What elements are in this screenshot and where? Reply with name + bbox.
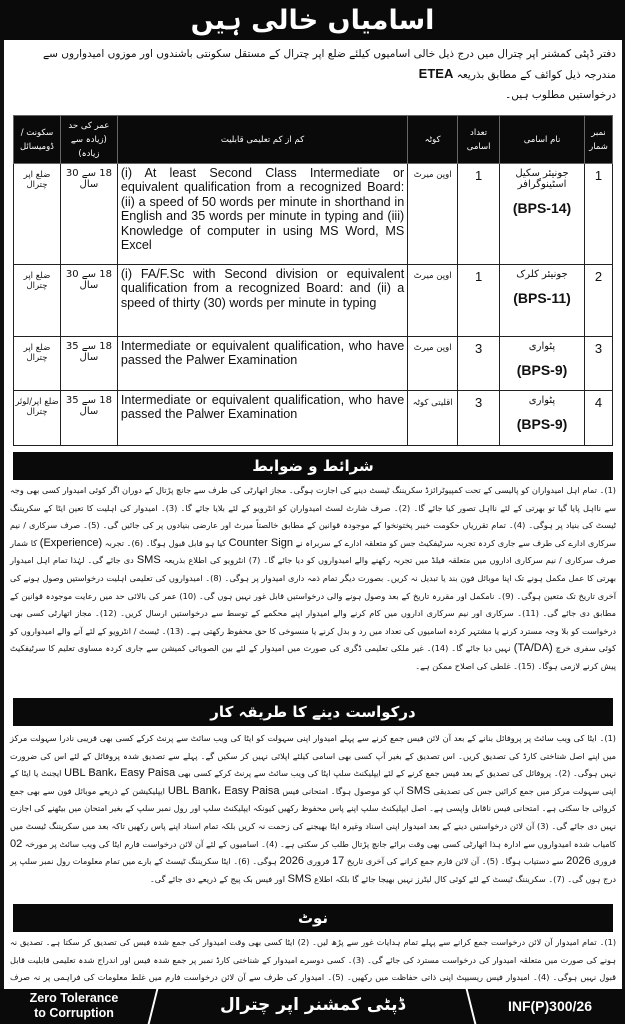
procedure-text-b: ایجنٹ یا ایٹا کے اپنی سہولت مرکز میں جمع کرائیں جس کی تصدیقی [10,768,616,796]
footer-slogan [14,991,134,1021]
slogan-line-2: to Corruption [34,1006,114,1020]
table-row [14,265,613,337]
note-heading: نوٹ [297,909,329,927]
header-domicile: سکونت / ڈومیسائل [14,116,61,164]
intro-etea: ETEA [418,66,454,81]
procedure-text-c: آپ کو موصول ہوگا۔ امتحانی فیس [282,785,404,796]
procedure-date-2: 17 [331,855,345,868]
procedure-heading: درکواست دینے کا طریقہ کار [210,703,416,721]
footer-reference-number: INF(P)300/26 [507,998,593,1014]
cell-quota: اوپن میرٹ [408,265,458,337]
cell-qualification: Intermediate or equivalent qualification, who have passed the Palwer Examination [117,391,407,446]
cell-qualification: Intermediate or equivalent qualification, who have passed the Palwer Examination [117,337,407,391]
cell-sno: 4 [584,391,612,446]
terms-text-c: کا شمار صرف سرکاری / نیم سرکاری اداروں میں متعلقہ فیلڈ میں تجربہ رکھنے والے امیدواروں کو دیا جائے گا۔ (7) انٹرویو کی اطلاع بذریعہ [10,537,616,566]
table-row [14,391,613,446]
procedure-heading-bar [13,698,613,726]
cell-qualification: (i) FA/F.Sc with Second division or equivalent qualification from a recognized Board: and (ii) a speed of thirty (30) words per minute in typing [117,265,407,337]
footer-office: ڈپٹی کمشنر اپر چترال [219,995,406,1015]
cell-name [500,164,585,265]
header-posts: تعداد اسامی [458,116,500,164]
cell-posts: 1 [458,164,500,265]
procedure-paragraph [10,730,616,888]
cell-age: 18 سے 35 سال [60,337,117,391]
intro-paragraph [10,44,616,105]
post-name: پٹواری [528,341,556,352]
terms-counter-sign: Counter Sign [228,536,293,549]
procedure-bank-2: UBL Bank، Easy Paisa [167,784,280,797]
cell-age: 18 سے 30 سال [60,164,117,265]
cell-age: 18 سے 30 سال [60,265,117,337]
terms-text-b: کیا ہو قابل قبول ہوگا۔ (6)۔ تجربہ [104,537,226,548]
header-qualification: کم از کم تعلیمی قابلیت [117,116,407,164]
procedure-date-1: 02 [10,837,23,850]
table-row [14,164,613,265]
cell-sno: 1 [584,164,612,265]
procedure-text-e: فروری [593,856,616,867]
terms-tada: (TA/DA) [513,642,553,655]
header-name: نام اسامی [500,116,585,164]
post-bps: (BPS-14) [512,200,572,216]
cell-sno: 2 [584,265,612,337]
post-bps: (BPS-9) [516,416,568,432]
procedure-year-1: 2026 [566,855,591,868]
cell-name [500,265,585,337]
procedure-sms-2: SMS [287,872,312,885]
vacancies-table [13,115,613,446]
procedure-year-2: 2026 [279,855,305,868]
post-name: پٹواری [528,395,556,406]
post-bps: (BPS-9) [516,362,568,378]
cell-quota: اقلیتی کوٹہ [408,391,458,446]
footer-divider-right [466,989,477,1024]
cell-quota: اوپن میرٹ [408,164,458,265]
cell-posts: 3 [458,337,500,391]
terms-text-d: دی جائے گی۔ لہٰذا تمام اہل امیدوار بھرتی کا عمل مکمل ہونے تک اپنا موبائل فون بند یا تبدیل نہ کریں۔ بصورت دیگر تمام ذمہ داری امیدوار پر ہوگی۔ (8)۔ امیدواروں کی تعلیمی اہلیت درخواستیں وصول ہونے کی آخری تاریخ تک متعین ہوگی۔ (9)۔ نامکمل اور مقررہ تاریخ کے بعد وصول ہونے والی درخواستیں قابل غور نہیں ہوں گی۔ (10) عمر کی بالائی حد میں رعایت موجودہ قوانین کے مطابق دی جائے گی۔ (11)۔ سرکاری اور نیم سرکاری اداروں میں کام کرنے والے امیدوار اپنے محکمے کے توسط سے درخواستیں ارسال کریں۔ (12)۔ مجاز اتھارٹی کسی بھی درخواست کو بلا وجہ مسترد کرنے یا مشتہر کردہ اسامیوں کی تعداد میں رد و بدل کرنے یا منسوخی کا حق محفوظ رکھتی ہے۔ (13)۔ ٹیسٹ / انٹرویو کے لئے آنے والے امیدواروں کو کوئی سفری خرچ [10,555,617,654]
cell-quota: اوپن میرٹ [408,337,458,391]
procedure-sms-1: SMS [406,784,431,797]
procedure-text-h: ہوگی۔ (6)۔ ایٹا سکریننگ ٹیسٹ کے بارے میں تمام معلومات رول نمبر سلپ پر درج ہوں گی۔ (7)۔ سکریننگ ٹیسٹ کے لئے کوئی کال لیٹرز نہیں بھیجا جائے گا بلکہ اطلاع [10,856,616,884]
note-text: (1)۔ تمام امیدوار آن لائن درخواست جمع کرانے سے پہلے تمام ہدایات غور سے پڑھ لیں۔ (2) ایٹا کسی بھی وقت امیدوار کی جمع شدہ فیس کی تصدیق کر سکتا ہے۔ تصدیق نہ ہونے کی صورت میں متعلقہ امیدوار کی درخواست مسترد کی جائے گی۔ (3)۔ کسی دوسرے امیدوار کے شناختی کارڈ نمبر پر جمع شدہ فیس اور اندراج شدہ تعلیمی قابلیت قابل قبول نہیں ہوگی۔ (4)۔ امیدوار فیس ریسیپٹ اپنی ذاتی حفاظت میں رکھیں۔ (5)۔ امیدوار کی طرف سے آن لائن درخواست فارم میں غلط معلومات کی فراہمی پر نہ صرف [10,937,617,983]
header-age: عمر کی حد (زیادہ سے زیادہ) [60,116,117,164]
cell-domicile: ضلع اپر چترال [14,337,61,391]
header-sno: نمبر شمار [584,116,612,164]
procedure-text-a: (1)۔ ایٹا کی ویب سائٹ پر پروفائل بنانے کے بعد آن لائن فیس جمع کرنے سے پہلے امیدوار اپنی سہولت کو ایٹا کی ویب سائٹ سے پرنٹ کرکے کسی بھی قریبی نادرا سہولت مرکز میں اپنے اصل شناختی کارڈ کی تصدیق کریں۔ اس تصدیق کے بغیر آپ کسی بھی اسامی کیلئے اپلائی نہیں کر سکیں گے۔ پہلے سے تصدیق شدہ پروفائل کے لئے اس کی ضرورت نہیں ہوگی۔ (2)۔ پروفائل کی تصدیق کے بعد فیس جمع کرنے کے لئے ایپلیکنٹ سلپ ایٹا کی ویب سائٹ سے پرنٹ کرکے کسی بھی [10,733,616,779]
procedure-text-g: فروری [306,856,330,867]
post-name: جونیئر کلرک [516,269,568,280]
table-row [14,337,613,391]
terms-text-e: نہیں دیا جائے گا۔ (14)۔ غیر ملکی تعلیمی ڈگری کی صورت میں امیدوار کے لئے بین الصوبائی کمیشن سے جاری کردہ مساوی تعلیم کا سرٹیفکیٹ پیش کرنے لازمی ہوگا۔ (15)۔ غلطی کی اصلاح ممکن ہے۔ [10,643,616,671]
terms-paragraph [10,482,616,676]
cell-domicile: ضلع اپر چترال [14,164,61,265]
post-name: جونیئر سکیل اسٹینوگرافر [515,168,569,190]
terms-experience: (Experience) [39,536,103,549]
table-header-row [14,116,613,164]
note-heading-bar [13,904,613,932]
cell-sno: 3 [584,337,612,391]
terms-sms: SMS [136,554,161,567]
procedure-bank-1: UBL Bank، Easy Paisa [64,767,176,780]
cell-name [500,391,585,446]
cell-posts: 1 [458,265,500,337]
cell-name [500,337,585,391]
title-banner [0,0,625,40]
terms-heading-bar [13,452,613,480]
cell-age: 18 سے 35 سال [60,391,117,446]
cell-posts: 3 [458,391,500,446]
page-title: اسامیاں خالی ہیں [190,4,435,36]
terms-heading: شرائط و ضوابط [252,457,374,475]
intro-text-2: درخواستیں مطلوب ہیں۔ [505,89,616,101]
cell-qualification: (i) At least Second Class Intermediate or equivalent qualification from a recognized Board: (ii) a speed of 50 words per minute in shorthand in English and 35 words per minute in typing and (iii) Knowledge of computer in using MS Word, MS Excel [117,164,407,265]
procedure-text-d: ایپلیکیشن کے ذریعے موبائل فون سے بھی جمع کروائی جا سکتی ہے۔ امتحانی فیس ناقابل واپسی ہے۔ اصل ایپلیکنٹ سلپ اپنے پاس محفوظ رکھیں کیونکہ ایپلیکنٹ سلپ اور رول نمبر سلپ کے بغیر امتحان میں بیٹھنے کی اجازت نہیں دی جائے گی۔ (3) آن لائن درخواستیں دینے کے بعد امیدوار اپنی اسناد وغیرہ ایٹا بھیجنے کی زحمت نہ کریں بلکہ تمام اسناد اپنے پاس رکھیں تاکہ بعد میں سکریننگ ٹیسٹ میں کامیاب شدہ امیدواروں سے ادارہ ہذا اتھارٹی کسی بھی وقت برائے جانچ پڑتال طلب کر سکتی ہے۔ (4)۔ اسامیوں کے لئے آن لائن درخواست فارم ایٹا کی ویب سائٹ پر مورخہ [10,785,617,849]
cell-domicile: ضلع اپر چترال [14,265,61,337]
intro-text: دفتر ڈپٹی کمشنر اپر چترال میں درج ذیل خالی اسامیوں کیلئے ضلع اپر چترال کے مستقل سکونتی باشندوں اور موزوں امیدواروں سے مندرجہ ذیل کوائف کے مطابق بذریعہ [42,48,616,81]
terms-text-a: (1)۔ تمام اہل امیدواران کو پالیسی کے تحت کمپیوٹرائزڈ سکریننگ ٹیسٹ دینے کی اجازت ہوگی۔ مجاز اتھارٹی کی طرف سے جانچ پڑتال کے دوران اگر کوئی امیدوار کسی بھی وجہ سے نااہل پایا گیا تو بھرتی کے لئے نااہل تصور کیا جائے گا۔ (2)۔ صرف شارٹ لسٹ امیدواران کو انٹرویو کے لئے بلایا جائے گا۔ (3)۔ امیدوار کی اہلیت کا تعین ایٹا کے سکریننگ ٹیسٹ کی بنیاد پر ہوگی۔ (4)۔ تمام تقرریاں حکومت خیبر پختونخوا کے موجودہ قوانین کے مطابق خالصتاً میرٹ اور عارضی بنیادوں پر کی جائیں گی۔ (5)۔ صرف سرکاری / نیم سرکاری ادارے کی طرف سے جاری کردہ تجربہ سرٹیفکیٹ جس کو متعلقہ ادارے کے سربراہ نے [10,485,616,548]
header-quota: کوٹہ [408,116,458,164]
procedure-text-f: سے دستیاب ہوگا۔ (5)۔ آن لائن فارم جمع کرانے کی آخری تاریخ [346,856,564,867]
post-bps: (BPS-11) [513,290,571,306]
slogan-line-1: Zero Tolerance [29,991,119,1005]
cell-domicile: ضلع اپر/لوئر چترال [14,391,61,446]
footer-bar [0,989,625,1024]
footer-divider-left [148,989,159,1024]
procedure-text-i: اور فیس بک پیج کے ذریعے دی جائے گی۔ [149,873,285,884]
